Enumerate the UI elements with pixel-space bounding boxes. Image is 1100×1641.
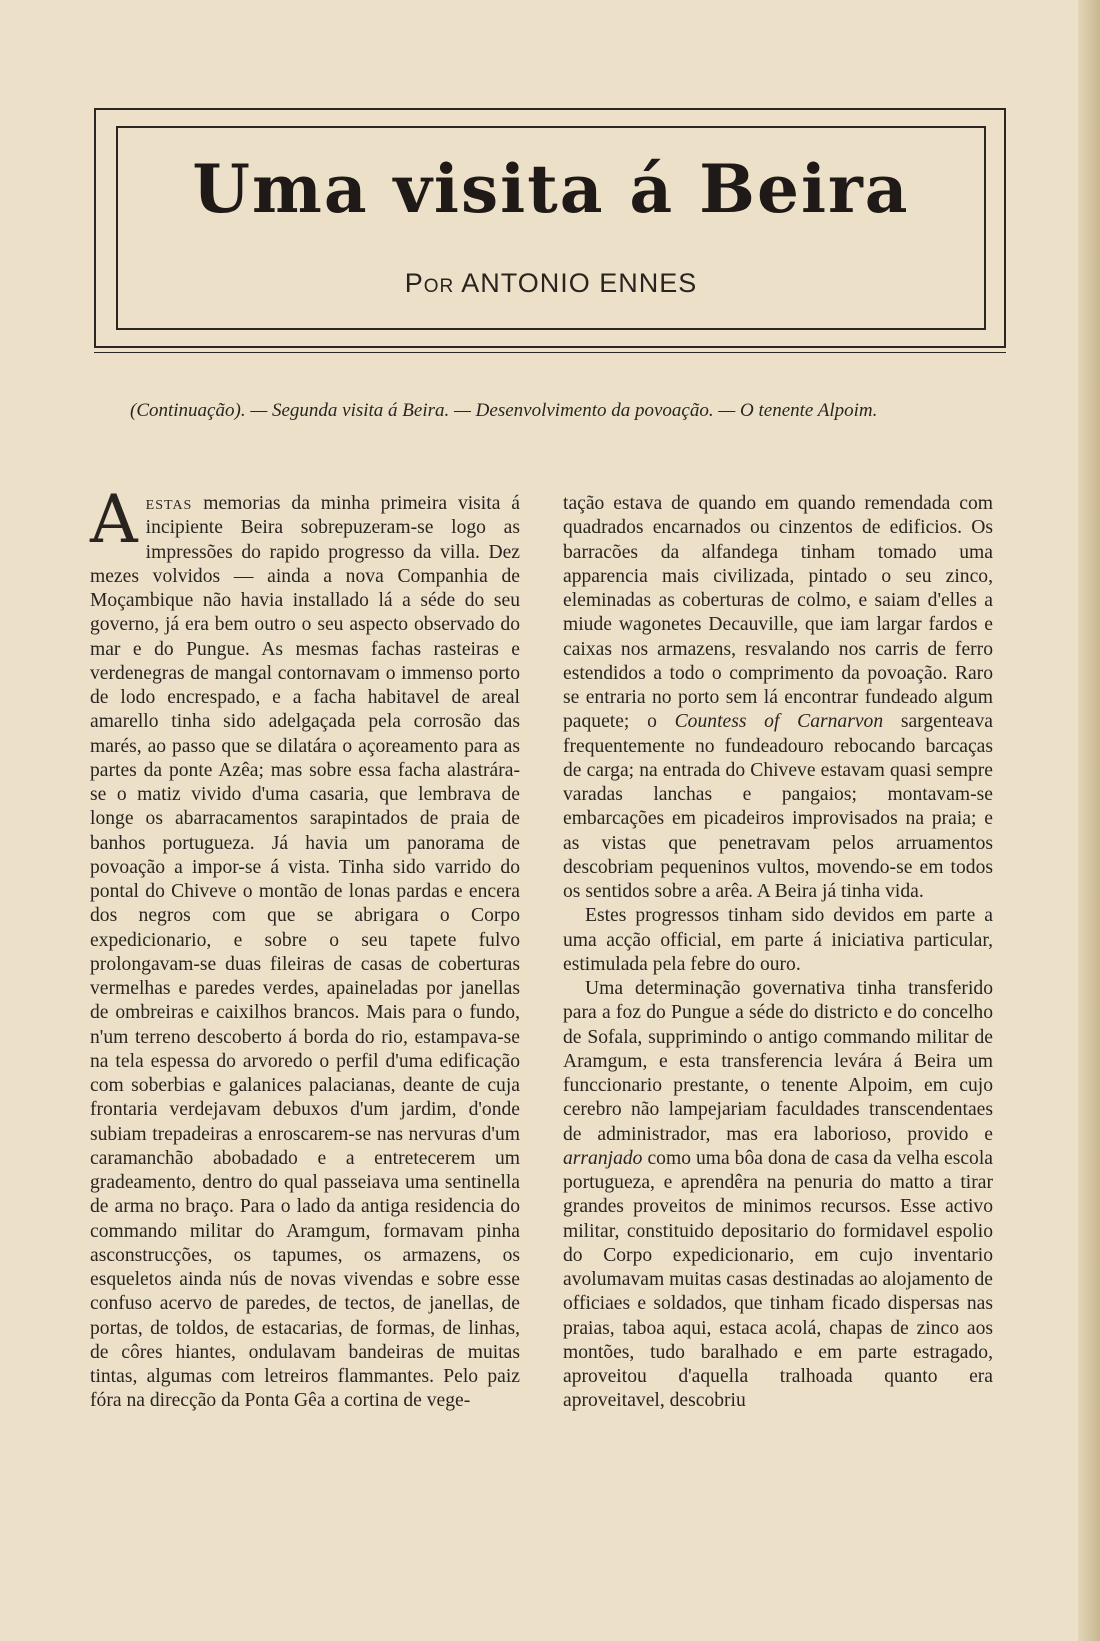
paragraph xyxy=(563,977,993,1414)
paragraph-text: sargenteava frequentemente no fundeadouro rebocando barcaças de carga; na entrada do Chiveve estavam quasi sempre varadas lanchas e pangaios; montavam-se embarcações em picadeiros improvisados na praia; e as vistas que penetravam pelos arruamentos descobriam pequeninos vultos, movendo-se em todos os sentidos sobre a arêa. A Beira já tinha vida. xyxy=(563,711,993,902)
byline-author: ANTONIO ENNES xyxy=(461,268,698,298)
emphasis-word: arranjado xyxy=(563,1147,643,1169)
ship-name: Countess of Carnarvon xyxy=(674,711,884,733)
article-summary: (Continuação). — Segunda visita á Beira. — Desenvolvimento da povoação. — O tenente Alpoim. xyxy=(130,400,878,421)
article-byline xyxy=(116,268,986,299)
lead-words: estas xyxy=(145,493,193,514)
paragraph: Estes progressos tinham sido devidos em parte a uma acção official, em parte á iniciativa particular, estimulada pela febre do ouro. xyxy=(563,905,993,975)
drop-cap: A xyxy=(90,481,138,558)
article-title: Uma visita á Beira xyxy=(192,150,910,228)
paragraph xyxy=(90,481,520,1414)
paragraph-text: Uma determinação governativa tinha transferido para a foz do Pungue a séde do districto e do concelho de Sofala, supprimindo o antigo commando militar de Aramgum, e esta transferencia levára á Beira um funccionario prestante, o tenente Alpoim, em cujo cerebro não lampejariam faculdades transcendentaes de administrador, mas era laborioso, provido e xyxy=(563,978,993,1145)
text-column-left xyxy=(90,481,520,1414)
paragraph xyxy=(563,492,993,904)
paragraph-text: como uma bôa dona de casa da velha escola portugueza, e aprendêra na penuria do matto a tirar grandes proveitos de minimos recursos. Esse activo militar, constituido depositario do formidavel espolio do Corpo expedicionario, em cujo inventario avolumavam muitas casas destinadas ao alojamento de officiaes e soldados, que tinham ficado dispersas nas praias, taboa aqui, estaca acolá, chapas de zinco aos montões, tudo baralhado e em parte estragado, aproveitou d'aquella tralhoada quanto era aproveitavel, descobriu xyxy=(563,1147,993,1412)
title-frame-rule xyxy=(94,352,1006,353)
text-column-right xyxy=(563,492,993,1414)
page-binding-edge xyxy=(1078,0,1100,1641)
paragraph-text: memorias da minha primeira visita á incipiente Beira sobrepuzeram-se logo as impressões do rapido progresso da villa. Dez mezes volvidos — ainda a nova Companhia de Moçambique não havia installado lá a séde do seu governo, já era bem outro o seu aspecto observado do mar e do Pungue. As mesmas fachas rasteiras e verdenegras de mangal contornavam o immenso porto de lodo encrespado, e a facha habitavel de areal amarello tinha sido adelgaçada pela corrosão das marés, ao passo que se dilatára o açoreamento para as partes da ponte Azêa; mas sobre essa facha alastrára-se o matiz vivido d'uma casaria, que lembrava de longe os abarracamentos sarapintados de praia de banhos portugueza. Já havia um panorama de povoação a impor-se á vista. Tinha sido varrido do pontal do Chiveve o montão de lonas pardas e encera dos negros com que se abrigara o Corpo expedicionario, e sobre o seu tapete fulvo prolongavam-se duas fileiras de casas de coberturas vermelhas e paredes verdes, apaineladas por janellas de ombreiras e caixilhos brancos. Mais para o fundo, n'um terreno descoberto á borda do rio, estampava-se na tela espessa do arvoredo o perfil d'uma edificação com soberbias e galanices palacianas, deante de cuja frontaria verdejavam debuxos d'um jardim, d'onde subiam trepadeiras a enroscarem-se nas nervuras d'um caramanchão abobadado e a entretecerem um gradeamento, dentro do qual passeiava uma sentinella de arma no braço. Para o lado da antiga residencia do commando militar do Aramgum, formavam pinha asconstrucções, os tapumes, os armazens, os esqueletos ainda nús de novas vivendas e sobre esse confuso acervo de paredes, de tectos, de janellas, de portas, de toldos, de estacarias, de formas, de linhas, de côres hiantes, ondulavam bandeiras de muitas tintas, algumas com letreiros flammantes. Pelo paiz fóra na direcção da Ponta Gêa a cortina de vege- xyxy=(90,493,520,1412)
paragraph-text: tação estava de quando em quando remendada com quadrados encarnados ou cinzentos de edificios. Os barracões da alfandega tinham tomado uma apparencia mais civilizada, pintado o seu zinco, eleminadas as coberturas de colmo, e saiam d'elles a miude wagonetes Decauville, que iam largar fardos e caixas nos armazens, resvalando nos carris de ferro estendidos a todo o comprimento da povoação. Raro se entraria no porto sem lá encontrar fundeado algum paquete; o xyxy=(563,493,993,733)
byline-prefix: Por xyxy=(404,268,455,298)
